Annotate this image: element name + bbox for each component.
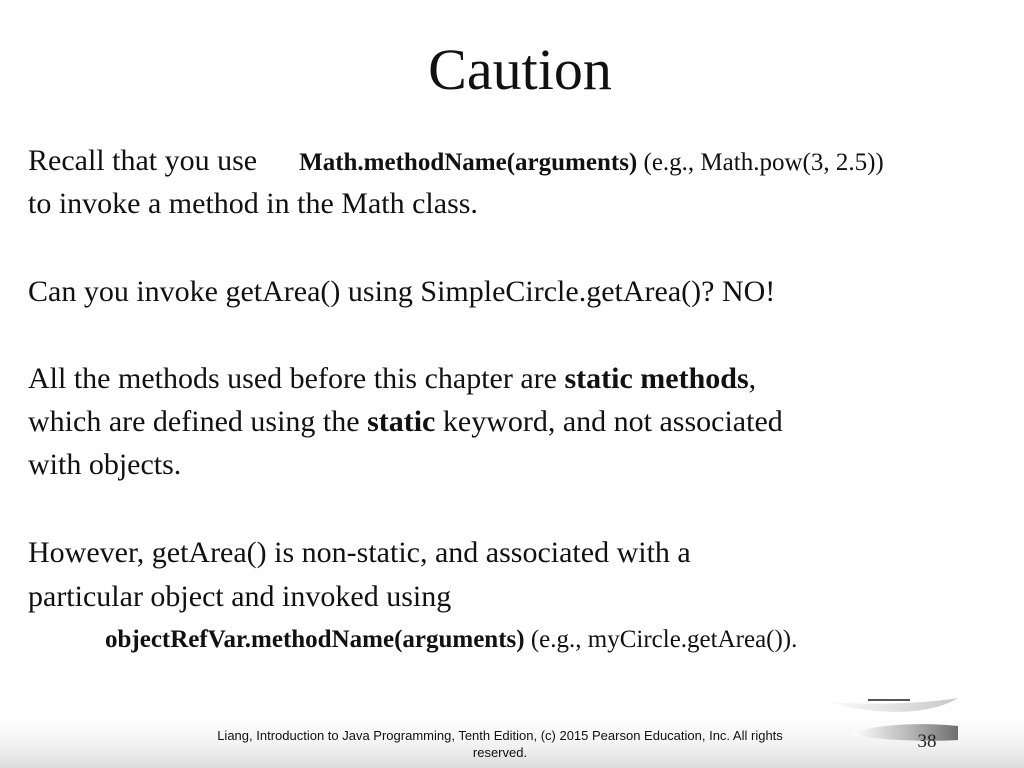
however-line-2: particular object and invoked using <box>28 580 452 613</box>
static-text-2-end: keyword, and not associated <box>435 405 783 438</box>
footer-copyright: Liang, Introduction to Java Programming, Tenth Edition, (c) 2015 Pearson Education, Inc. All rights reserved. <box>217 728 783 760</box>
however-line-3 <box>105 618 797 660</box>
recall-code: Math.methodName(arguments) <box>299 149 638 176</box>
recall-prefix: Recall that you use <box>28 144 258 177</box>
static-line-2 <box>28 402 783 442</box>
however-example: (e.g., myCircle.getArea()). <box>524 626 798 653</box>
static-text-1: All the methods used before this chapter are <box>28 362 565 395</box>
slide-title: Caution <box>428 37 612 102</box>
static-text-1-end: , <box>748 362 757 395</box>
static-text-2: which are defined using the <box>28 405 368 438</box>
however-line-1: However, getArea() is non-static, and associated with a <box>28 536 691 569</box>
page-number: 38 <box>917 731 937 752</box>
static-keyword-bold: static <box>367 405 436 438</box>
recall-line-2: to invoke a method in the Math class. <box>28 187 478 220</box>
however-code: objectRefVar.methodName(arguments) <box>105 626 525 653</box>
static-line-1 <box>28 359 756 399</box>
static-methods-bold: static methods <box>564 362 749 395</box>
recall-line-1 <box>28 141 884 183</box>
recall-example: (e.g., Math.pow(3, 2.5)) <box>637 149 884 176</box>
question-line: Can you invoke getArea() using SimpleCircle.getArea()? NO! <box>28 275 776 308</box>
static-line-3: with objects. <box>28 448 182 481</box>
